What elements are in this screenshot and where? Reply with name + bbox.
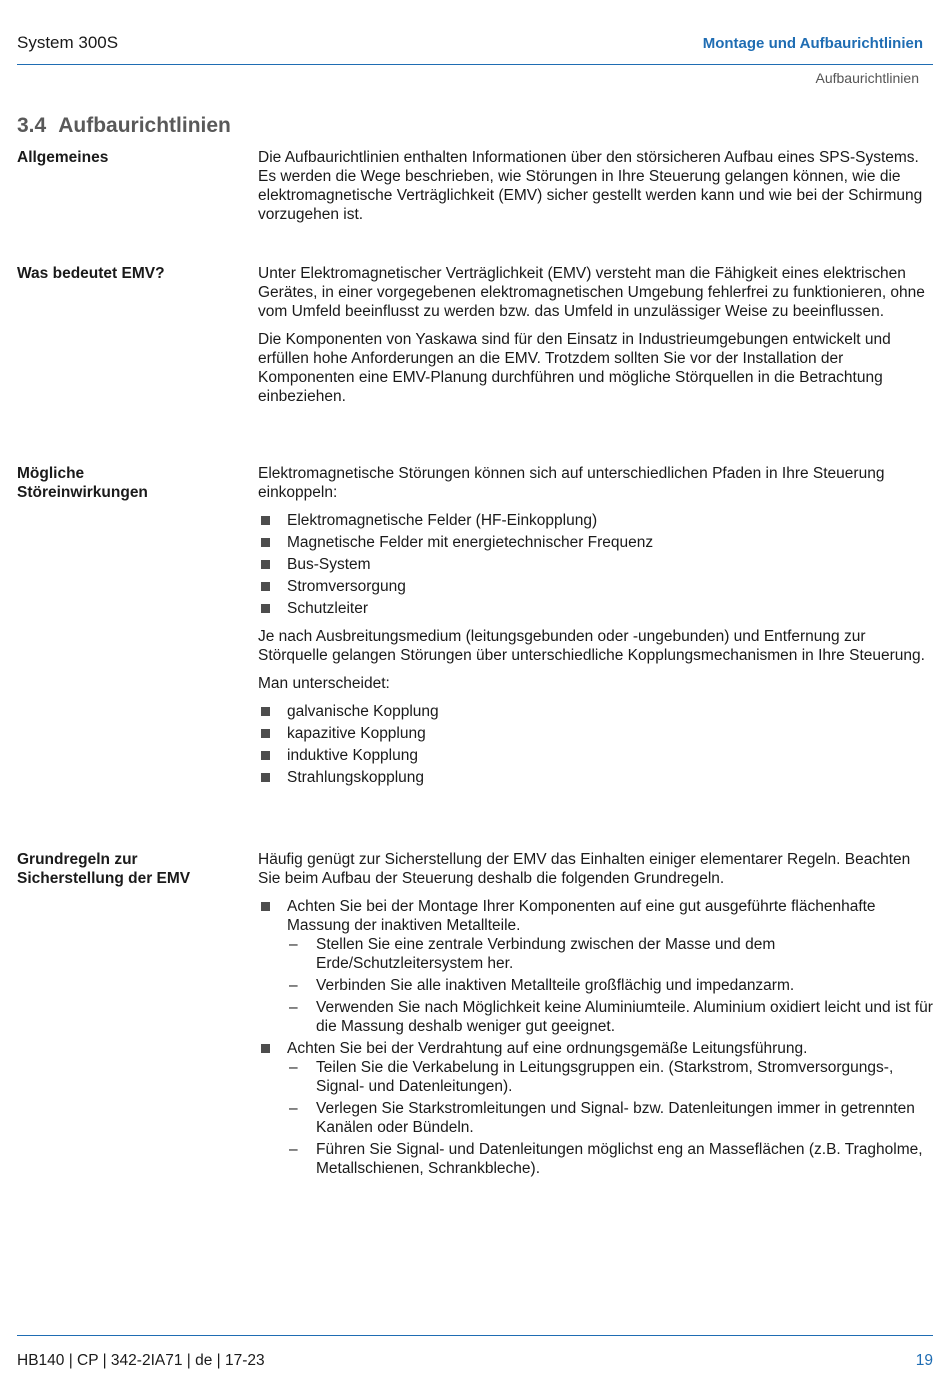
list-item: induktive Kopplung — [258, 746, 933, 765]
dash-list-grounding — [287, 935, 933, 1036]
list-item: kapazitive Kopplung — [258, 724, 933, 743]
sub-list-item: – Führen Sie Signal- und Datenleitungen möglichst eng an Masseflächen (z.B. Tragholme, Metallschienen, Schrankbleche). — [287, 1140, 933, 1178]
paragraph: Häufig genügt zur Sicherstellung der EMV das Einhalten einiger elementarer Regeln. Beachten Sie beim Aufbau der Steuerung deshalb die folgenden Grundregeln. — [258, 851, 911, 887]
body-emv — [258, 264, 933, 415]
header-subsection: Aufbaurichtlinien — [815, 70, 919, 86]
list-item — [258, 1039, 933, 1178]
paragraph: Je nach Ausbreitungsmedium (leitungsgebunden oder -ungebunden) und Entfernung zur Störquelle gelangen Störungen über unterschiedliche Kopplungsmechanismen in Ihre Steuerung. — [258, 628, 925, 664]
bullet-list-paths — [258, 511, 933, 618]
side-label-stoereinwirkungen: Mögliche Störeinwirkungen — [17, 465, 148, 501]
list-item: Strahlungskopplung — [258, 768, 933, 787]
footer-page-number: 19 — [915, 1352, 933, 1369]
sub-list-item: – Verwenden Sie nach Möglichkeit keine Aluminiumteile. Aluminium oxidiert leicht und ist für die Massung deshalb weniger gut geeignet. — [287, 998, 933, 1036]
side-label-allgemeines: Allgemeines — [17, 149, 109, 166]
bullet-list-rules — [258, 897, 933, 1178]
sub-list-item: – Stellen Sie eine zentrale Verbindung zwischen der Masse und dem Erde/Schutzleitersystem her. — [287, 935, 933, 973]
body-grundregeln — [258, 850, 933, 1187]
list-item-text: Achten Sie bei der Verdrahtung auf eine ordnungsgemäße Leitungsführung. — [287, 1040, 808, 1057]
header-divider — [17, 64, 933, 65]
sub-list-item: – Verbinden Sie alle inaktiven Metallteile großflächig und impedanzarm. — [287, 976, 933, 995]
sub-list-item: – Teilen Sie die Verkabelung in Leitungsgruppen ein. (Starkstrom, Stromversorgungs-, Signal- und Datenleitungen). — [287, 1058, 933, 1096]
header-chapter-title: Montage und Aufbaurichtlinien — [702, 35, 923, 52]
header-product-name: System 300S — [17, 33, 119, 52]
footer-document-id: HB140 | CP | 342-2IA71 | de | 17-23 — [17, 1352, 265, 1369]
list-item: Stromversorgung — [258, 577, 933, 596]
side-label-grundregeln: Grundregeln zur Sicherstellung der EMV — [17, 851, 191, 887]
section-title-text: Aufbaurichtlinien — [58, 114, 231, 137]
list-item: Elektromagnetische Felder (HF-Einkopplung) — [258, 511, 933, 530]
paragraph: Unter Elektromagnetischer Verträglichkeit (EMV) versteht man die Fähigkeit eines elektrischen Gerätes, in einer vorgegebenen elektromagnetischen Umgebung fehlerfrei zu funktionieren, ohne vom Umfeld beeinflusst zu werden bzw. das Umfeld in unzulässiger Weise zu beeinflussen. — [258, 265, 925, 320]
section-number: 3.4 — [17, 114, 47, 137]
list-item: Bus-System — [258, 555, 933, 574]
dash-list-wiring — [287, 1058, 933, 1178]
list-item — [258, 897, 933, 1036]
list-item-text: Achten Sie bei der Montage Ihrer Komponenten auf eine gut ausgeführte flächenhafte Massung der inaktiven Metallteile. — [287, 898, 876, 934]
paragraph: Die Aufbaurichtlinien enthalten Informationen über den störsicheren Aufbau eines SPS-Systems. Es werden die Wege beschrieben, wie Störungen in Ihre Steuerung gelangen können, wie die elektromagnetische Verträglichkeit (EMV) sicher gestellt werden kann und wie bei der Schirmung vorzugehen ist. — [258, 149, 923, 223]
body-stoereinwirkungen — [258, 464, 933, 796]
body-allgemeines — [258, 148, 933, 233]
list-item: Magnetische Felder mit energietechnischer Frequenz — [258, 533, 933, 552]
sub-list-item: – Verlegen Sie Starkstromleitungen und Signal- bzw. Datenleitungen immer in getrennten Kanälen oder Bündeln. — [287, 1099, 933, 1137]
list-item: galvanische Kopplung — [258, 702, 933, 721]
bullet-list-couplings — [258, 702, 933, 787]
list-item: Schutzleiter — [258, 599, 933, 618]
paragraph: Die Komponenten von Yaskawa sind für den Einsatz in Industrieumgebungen entwickelt und erfüllen hohe Anforderungen an die EMV. Trotzdem sollten Sie vor der Installation der Komponenten eine EMV-Planung durchführen und mögliche Störquellen in die Betrachtung einbeziehen. — [258, 331, 891, 405]
section-title — [17, 114, 231, 138]
paragraph: Man unterscheidet: — [258, 675, 390, 692]
paragraph: Elektromagnetische Störungen können sich auf unterschiedlichen Pfaden in Ihre Steuerung einkoppeln: — [258, 465, 885, 501]
side-label-emv: Was bedeutet EMV? — [17, 265, 165, 282]
footer-divider — [17, 1335, 933, 1336]
